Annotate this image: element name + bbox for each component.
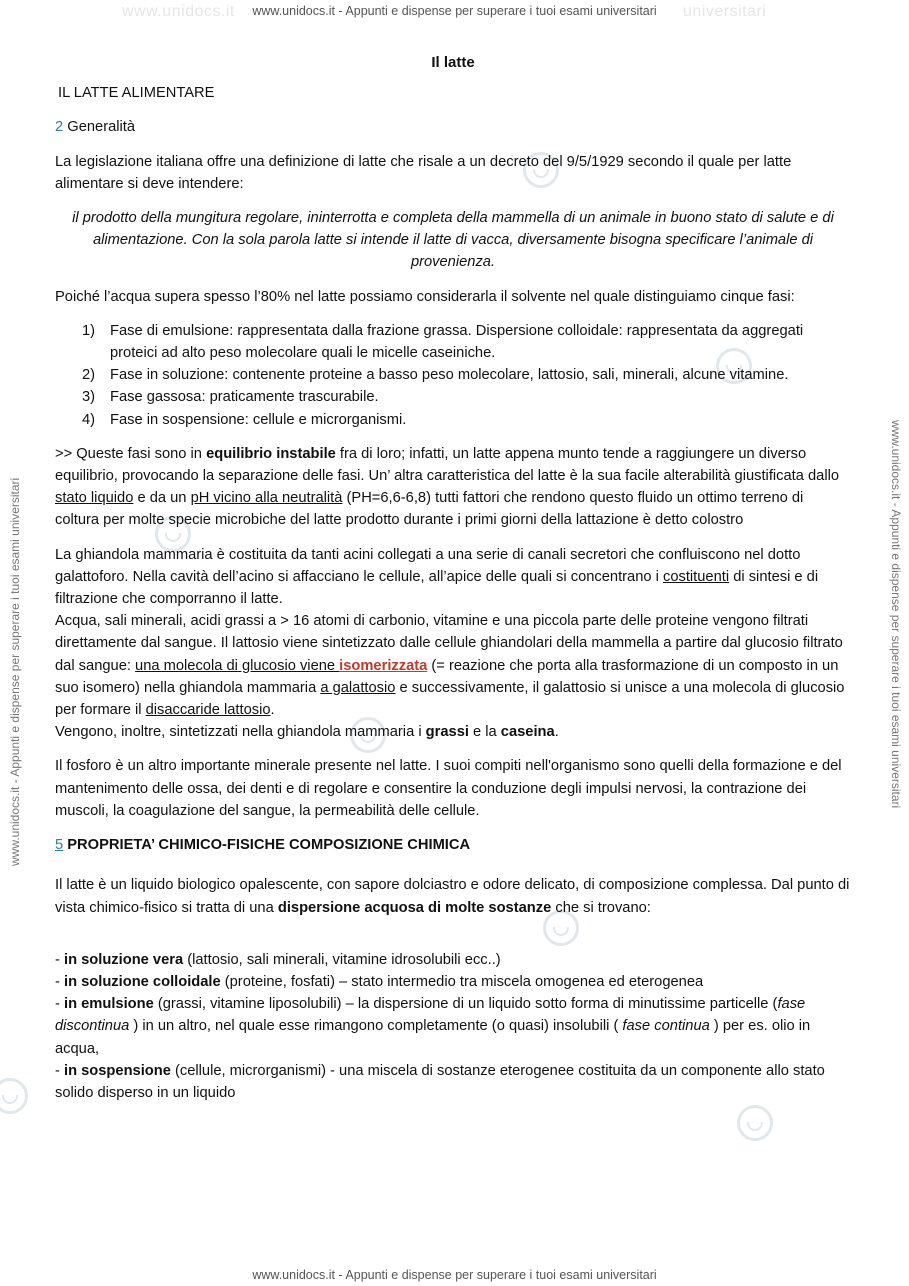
paragraph-ghiandola bbox=[55, 544, 851, 744]
text-run: . bbox=[270, 702, 275, 719]
list-item bbox=[55, 1060, 851, 1104]
list-number: 4) bbox=[82, 411, 96, 428]
paragraph-equilibrio bbox=[55, 443, 851, 532]
list-text: Fase di emulsione: rappresentata dalla frazione grassa. Dispersione colloidale: rappresentata da aggregati proteici ad alto peso molecolare quali le micelle caseiniche. bbox=[110, 322, 804, 362]
text-run: di sintesi e di filtrazione che comporranno il latte. bbox=[55, 568, 819, 608]
paragraph-composizione bbox=[55, 874, 851, 918]
subheading-label: Generalità bbox=[67, 119, 136, 136]
highlighted-term: isomerizzata bbox=[339, 657, 428, 674]
bold-text: in soluzione colloidale bbox=[63, 973, 221, 990]
bold-text: in soluzione vera bbox=[63, 951, 184, 968]
phases-list bbox=[55, 320, 851, 431]
list-item bbox=[55, 949, 851, 971]
text-run: Il latte è un liquido biologico opalescente, con sapore dolciastro e odore delicato, di composizione complessa. Dal punto di vista chimico-fisico si tratta di una bbox=[55, 877, 850, 916]
bold-text: in sospensione bbox=[63, 1062, 171, 1079]
unidocs-logo-icon bbox=[0, 1078, 28, 1114]
header-watermark: www.unidocs.it - Appunti e dispense per superare i tuoi esami universitari bbox=[252, 4, 657, 18]
italic-text: fase discontinua bbox=[55, 996, 806, 1035]
text-run: (PH=6,6-6,8) tutti fattori che rendono questo fluido un ottimo terreno di coltura per molte specie microbiche del latte prodotto durante i primi giorni della lattazione è detto colostro bbox=[55, 490, 804, 529]
text-run: - bbox=[55, 973, 64, 990]
text-run: (grassi, vitamine liposolubili) – la dispersione di un liquido sotto forma di minutissime particelle ( bbox=[153, 996, 778, 1013]
footer-watermark: www.unidocs.it - Appunti e dispense per superare i tuoi esami universitari bbox=[252, 1268, 657, 1282]
list-item bbox=[82, 386, 851, 408]
subheading-number: 2 bbox=[55, 119, 64, 136]
bold-text: caseina bbox=[500, 724, 555, 741]
text-run: Vengono, inoltre, sintetizzati nella ghiandola mammaria i bbox=[55, 724, 426, 741]
text-run: La ghiandola mammaria è costituita da tanti acini collegati a una serie di canali secretori che confluiscono nel dotto galattoforo. Nella cavità dell’acino si affacciano le cellule, all’apice delle quali si concentrano i bbox=[55, 546, 801, 585]
text-run: (cellule, microrganismi) - una miscela di sostanze eterogenee costituita da un componente allo stato solido disperso in un liquido bbox=[55, 1062, 825, 1101]
underlined-text: disaccaride lattosio bbox=[145, 702, 271, 719]
text-run: ) per es. olio in acqua, bbox=[55, 1018, 811, 1057]
paragraph-fosforo: Il fosforo è un altro importante minerale presente nel latte. I suoi compiti nell'organismo sono quelli della formazione e del mantenimento delle ossa, dei denti e di regolare e consentire la conduzione degli impulsi nervosi, la contrazione dei muscoli, la coagulazione del sangue, la permeabilità delle cellule. bbox=[55, 758, 842, 819]
list-item bbox=[55, 971, 851, 993]
list-item bbox=[82, 320, 851, 364]
underlined-text: una molecola di glucosio viene bbox=[135, 657, 340, 674]
heading-label: PROPRIETA’ CHIMICO-FISICHE COMPOSIZIONE CHIMICA bbox=[67, 837, 471, 854]
paragraph: La legislazione italiana offre una definizione di latte che risale a un decreto del 9/5/1929 secondo il quale per latte alimentare si deve intendere: bbox=[55, 153, 792, 192]
list-item bbox=[82, 364, 851, 386]
text-run: e successivamente, il galattosio si unisce a una molecola di glucosio per formare il bbox=[55, 679, 845, 719]
list-number: 1) bbox=[82, 322, 96, 339]
definition-quote: il prodotto della mungitura regolare, ininterrotta e completa della mammella di un animale in buono stato di salute e di alimentazione. Con la sola parola latte si intende il latte di vacca, diversamente bisogna specificare l’animale di provenienza. bbox=[72, 210, 834, 271]
list-number: 2) bbox=[82, 367, 96, 384]
text-run: fra di loro; infatti, un latte appena munto tende a raggiungere un diverso equilibrio, provocando la separazione delle fasi. Un’ altra caratteristica del latte è la sua facile alterabilità giustificata dallo bbox=[55, 445, 840, 485]
text-run: e la bbox=[468, 724, 501, 741]
text-run: (proteine, fosfati) – stato intermedio tra miscela omogenea ed eterogenea bbox=[220, 973, 704, 990]
bold-text: grassi bbox=[425, 724, 469, 741]
underlined-text: a galattosio bbox=[320, 679, 396, 696]
ghost-watermark: www.unidocs.it bbox=[122, 3, 235, 20]
text-run: >> Queste fasi sono in bbox=[55, 445, 207, 462]
bold-text: equilibrio instabile bbox=[206, 445, 336, 462]
text-run: (= reazione che porta alla trasformazione di un composto in un suo isomero) nella ghiandola mammaria bbox=[55, 657, 839, 696]
underlined-text: pH vicino alla neutralità bbox=[190, 490, 343, 507]
section-heading-proprieta bbox=[55, 834, 851, 856]
text-run: - bbox=[55, 1062, 64, 1079]
left-side-watermark: www.unidocs.it - Appunti e dispense per superare i tuoi esami universitari bbox=[8, 477, 22, 866]
unidocs-logo-icon bbox=[737, 1105, 773, 1141]
right-side-watermark: www.unidocs.it - Appunti e dispense per superare i tuoi esami universitari bbox=[889, 420, 903, 809]
document-body bbox=[55, 52, 851, 1104]
subheading-generalita bbox=[55, 116, 851, 138]
list-item bbox=[82, 409, 851, 431]
list-number: 3) bbox=[82, 389, 96, 406]
paragraph: Poiché l’acqua supera spesso l’80% nel latte possiamo considerarla il solvente nel quale distinguiamo cinque fasi: bbox=[55, 288, 795, 305]
bold-text: dispersione acquosa di molte sostanze bbox=[277, 899, 552, 916]
heading-number: 5 bbox=[55, 837, 64, 854]
italic-text: fase continua bbox=[622, 1018, 710, 1035]
underlined-text: stato liquido bbox=[55, 490, 134, 507]
text-run: . bbox=[554, 724, 559, 741]
list-item bbox=[55, 993, 851, 1060]
text-run: - bbox=[55, 996, 64, 1013]
list-text: Fase in soluzione: contenente proteine a basso peso molecolare, lattosio, sali, minerali, alcune vitamine. bbox=[110, 367, 789, 384]
text-run: ) in un altro, nel quale esse rimangono completamente (o quasi) insolubili ( bbox=[129, 1018, 623, 1035]
text-run: Acqua, sali minerali, acidi grassi a > 16 atomi di carbonio, vitamine e una piccola parte delle proteine vengono filtrati direttamente dal sangue. Il lattosio viene sintetizzato dalle cellule ghiandolari della mammella a partire dal glucosio filtrato dal sangue: bbox=[55, 613, 843, 674]
list-text: Fase gassosa: praticamente trascurabile. bbox=[110, 389, 379, 406]
bold-text: in emulsione bbox=[63, 996, 154, 1013]
ghost-watermark-right: universitari bbox=[683, 3, 767, 20]
page-title: Il latte bbox=[431, 54, 475, 71]
text-run: e da un bbox=[133, 490, 191, 507]
text-run: che si trovano: bbox=[551, 899, 651, 916]
dispersion-list bbox=[55, 949, 851, 1104]
text-run: - bbox=[55, 951, 64, 968]
text-run: (lattosio, sali minerali, vitamine idrosolubili ecc..) bbox=[183, 951, 501, 968]
underlined-text: costituenti bbox=[662, 568, 730, 585]
section-heading: IL LATTE ALIMENTARE bbox=[58, 85, 215, 102]
list-text: Fase in sospensione: cellule e microrganismi. bbox=[110, 411, 407, 428]
